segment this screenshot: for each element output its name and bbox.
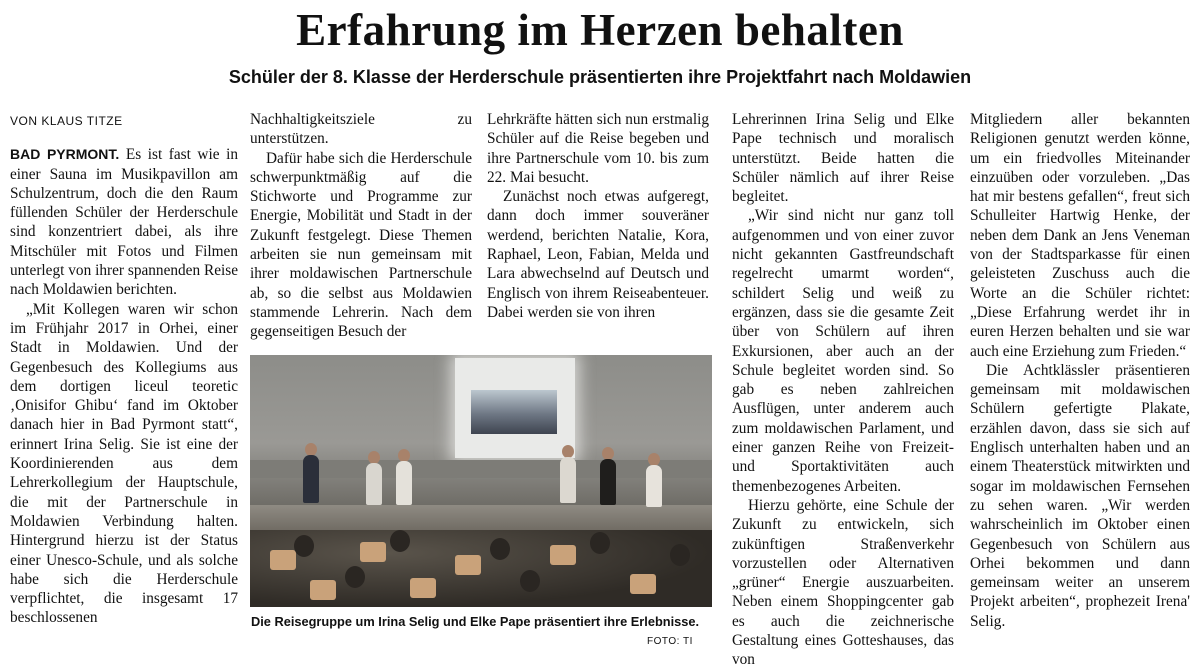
article-photo xyxy=(250,355,712,607)
audience-head xyxy=(590,532,610,554)
audience-area xyxy=(250,530,712,607)
audience-head xyxy=(490,538,510,560)
presenter xyxy=(560,457,576,503)
column-5 xyxy=(970,110,1190,631)
wall-stripe xyxy=(250,460,712,478)
column-3 xyxy=(487,110,709,322)
paragraph xyxy=(10,145,238,299)
projection-screen xyxy=(455,358,575,458)
paragraph: Zunächst noch etwas aufgeregt, dann doch immer souveräner werdend, berichten Natalie, Kora, Raphael, Leon, Fabian, Melda und Lara abwechselnd auf Deutsch und Englisch von ihrem Reiseabenteuer. Dabei werden sie von ihren xyxy=(487,188,709,321)
chair xyxy=(455,555,481,575)
presenter xyxy=(366,463,382,505)
photo-credit: FOTO: TI xyxy=(647,636,693,647)
column-1 xyxy=(10,112,238,628)
presenter xyxy=(600,459,616,505)
column-2 xyxy=(250,110,472,342)
paragraph: „Mit Kollegen waren wir schon im Frühjahr 2017 in Orhei, einer Stadt in Moldawien. Und der Gegenbesuch des Kollegiums aus dem dortigen liceul teoretic ‚Onisifor Ghibu‘ fand im Oktober danach hier in Bad Pyrmont statt“, erinnert Irina Selig. Sie ist eine der Koordinierenden aus dem Lehrerkollegium der Hauptschule, die mit der Partnerschule in Moldawien Verbindung halten. Hintergrund hierzu ist der Status einer Unesco-Schule, und als solche habe sich die Herderschule verpflichtet, die insgesamt 17 beschlossenen xyxy=(10,300,238,627)
presenter xyxy=(396,461,412,505)
paragraph: Dafür habe sich die Herderschule schwerpunktmäßig auf die Stichworte und Programme zur Energie, Mobilität und Stadt in der Zukunft festgelegt. Diese Themen arbeiten sie nun gemeinsam mit ihrer moldawischen Partnerschule ab, so die selbst aus Moldawien stammende Lehrerin. Nach dem gegenseitigen Besuch der xyxy=(250,149,472,341)
audience-head xyxy=(520,570,540,592)
photo-caption: Die Reisegruppe um Irina Selig und Elke Pape präsentiert ihre Erlebnisse. xyxy=(251,614,700,629)
byline: VON KLAUS TITZE xyxy=(10,114,123,128)
presenter xyxy=(303,455,319,503)
presenter xyxy=(646,465,662,507)
paragraph: Die Achtklässler präsentieren gemeinsam mit moldawischen Schülern gefertigte Plakate, erzählen davon, dass sie sich auf Englisch unterhalten haben und an einem Theaterstück mitwirkten und sogar im moldawischen Fernsehen zu sehen waren. „Wir werden wahrscheinlich im Oktober einen Gegenbesuch von Schülern aus Orhei bekommen und dann gemeinsam weiter an unserem Projekt arbeiten“, prophezeit Irena' Selig. xyxy=(970,361,1190,630)
chair xyxy=(550,545,576,565)
audience-head xyxy=(390,530,410,552)
paragraph-text: Es ist fast wie in einer Sauna im Musikpavillon am Schulzentrum, doch die den Raum füllenden Schüler der Herderschule sind konzentriert dabei, als ihre Mitschüler mit Fotos und Filmen unterlegt von ihrer spannenden Reise nach Moldawien berichten. xyxy=(10,146,238,299)
paragraph: Nachhaltigkeitsziele zu unterstützen. xyxy=(250,111,472,148)
paragraph: Lehrerinnen Irina Selig und Elke Pape technisch und moralisch unterstützt. Beide hatten die Schüler nämlich auf ihrer Reise begleitet. xyxy=(732,111,954,206)
paragraph: Lehrkräfte hätten sich nun erstmalig Schüler auf die Reise begeben und ihre Partnerschule vom 10. bis zum 22. Mai besucht. xyxy=(487,111,709,186)
chair xyxy=(410,578,436,598)
audience-head xyxy=(294,535,314,557)
dateline: BAD PYRMONT. xyxy=(10,146,120,163)
chair xyxy=(270,550,296,570)
chair xyxy=(310,580,336,600)
projected-group-photo xyxy=(471,390,557,434)
audience-head xyxy=(345,566,365,588)
audience-head xyxy=(670,544,690,566)
subheadline: Schüler der 8. Klasse der Herderschule präsentierten ihre Projektfahrt nach Moldawien xyxy=(228,67,972,87)
paragraph: „Wir sind nicht nur ganz toll aufgenommen und von einer zuvor nicht gekannten Gastfreundschaft regelrecht umarmt worden“, schildert Selig und weiß zu ergänzen, dass sie die gesamte Zeit über von Schülern auf ihren Exkursionen, aber auch an der Schule begleitet worden sind. So gab es neben zahlreichen Ausflügen, unter anderem auch zum moldawischen Parlament, und einer ganzen Reihe von Freizeit- und Sportaktivitäten auch themenbezogenes Arbeiten. xyxy=(732,207,954,495)
chair xyxy=(630,574,656,594)
headline: Erfahrung im Herzen behalten xyxy=(296,5,904,55)
column-4 xyxy=(732,110,954,670)
chair xyxy=(360,542,386,562)
paragraph: Hierzu gehörte, eine Schule der Zukunft zu entwickeln, sich zukünftigen Straßenverkehr vorzustellen oder Alternativen „grüner“ Energie auszuarbeiten. Neben einem Shoppingcenter gab es auch die zeichnerische Gestaltung eines Gotteshauses, das von xyxy=(732,496,954,669)
paragraph: Mitgliedern aller bekannten Religionen genutzt werden könne, um ein friedvolles Miteinander einzuüben oder vorzuleben. „Das hat mir bestens gefallen“, freut sich Schulleiter Hartwig Henke, der neben dem Dank an Jens Veneman von der Stadtsparkasse für einen geleisteten Zuschuss auch die Worte an die Schüler richtet: „Diese Erfahrung werdet ihr in euren Herzen behalten und sie war auch eine Erziehung zum Frieden.“ xyxy=(970,111,1190,360)
